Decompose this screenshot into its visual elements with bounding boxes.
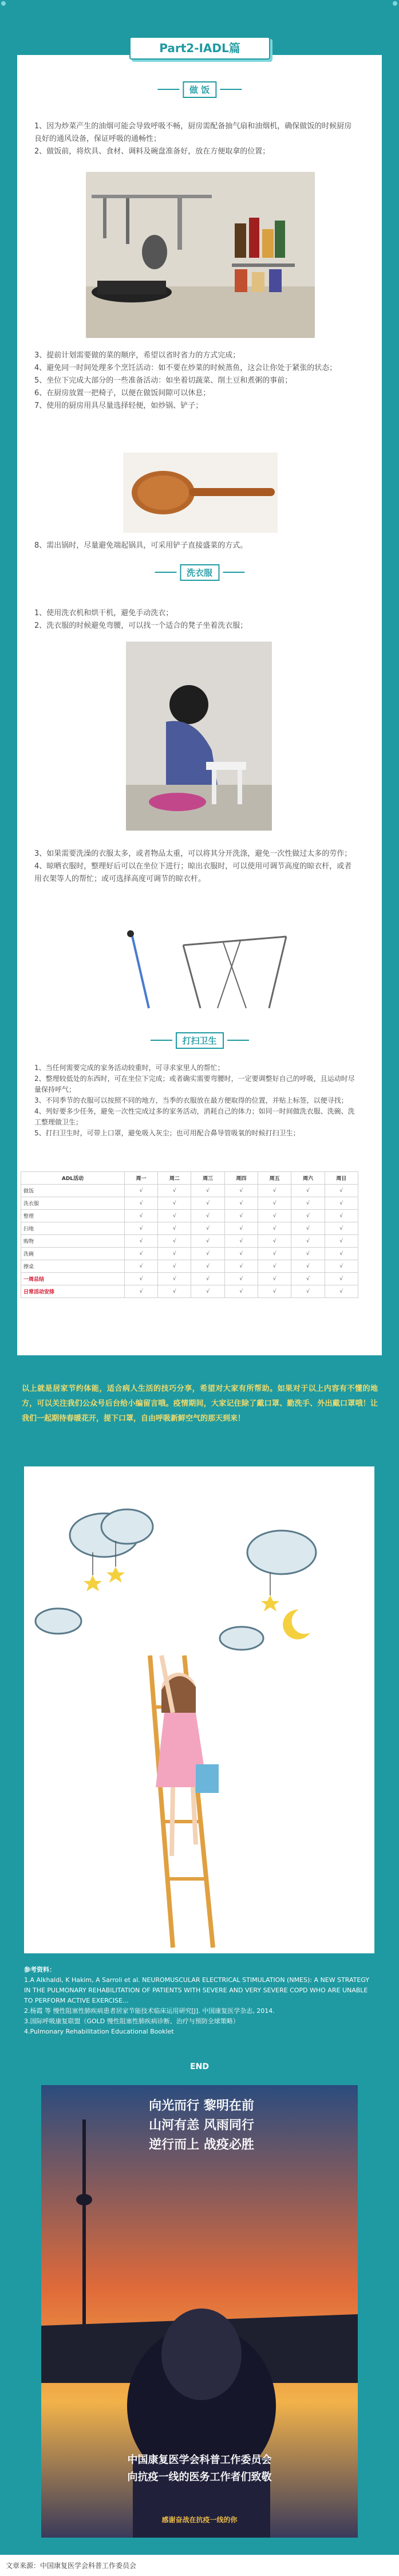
adl-row-label: 洗碗 xyxy=(21,1248,125,1260)
adl-cell: √ xyxy=(158,1210,191,1222)
adl-cell: √ xyxy=(158,1260,191,1273)
adl-cell: √ xyxy=(325,1248,358,1260)
laundry-item-3: 3、如果需要洗澡的衣服太多，或者物品太重，可以将其分开洗涤，避免一次性做过太多的劳作； xyxy=(34,850,352,858)
table-row xyxy=(21,1235,358,1248)
cleaning-item-2: 2、整理较低处的东西时，可在坐位下完成；或者确实需要弯腰时，一定要调整好自己的呼吸，且运动时尽量保持呼气； xyxy=(34,1075,355,1094)
adl-cell: √ xyxy=(291,1185,325,1197)
section-heading-cleaning xyxy=(150,1032,248,1048)
adl-cell: √ xyxy=(258,1260,291,1273)
cooking-text-1 xyxy=(34,120,355,158)
adl-cell: √ xyxy=(258,1285,291,1298)
adl-column-header: 周六 xyxy=(291,1172,325,1185)
adl-cell: √ xyxy=(224,1285,258,1298)
adl-cell: √ xyxy=(291,1197,325,1210)
adl-cell: √ xyxy=(158,1235,191,1248)
spatula-photo xyxy=(123,453,278,533)
reference-item-4: 4.Pulmonary Rehabilitation Educational Booklet xyxy=(24,2028,174,2035)
adl-column-header: 周三 xyxy=(191,1172,224,1185)
adl-cell: √ xyxy=(224,1235,258,1248)
adl-cell: √ xyxy=(224,1260,258,1273)
washing-photo xyxy=(126,642,272,831)
cleaning-item-5: 5、打扫卫生时，可带上口罩，避免吸入灰尘；也可用配合鼻导管吸氧的时候打扫卫生； xyxy=(34,1129,300,1137)
poster-slogan-line-3: 逆行而上 战疫必胜 xyxy=(149,2138,254,2152)
adl-column-header: 周二 xyxy=(158,1172,191,1185)
adl-cell: √ xyxy=(291,1285,325,1298)
adl-table-header xyxy=(21,1172,358,1185)
ladder-illustration xyxy=(24,1466,374,1953)
adl-schedule-table xyxy=(21,1171,358,1298)
drying-rack-illustration xyxy=(97,928,303,1014)
adl-cell: √ xyxy=(258,1185,291,1197)
adl-cell: √ xyxy=(191,1260,224,1273)
adl-cell: √ xyxy=(258,1248,291,1260)
poster-image xyxy=(41,2085,358,2538)
table-row xyxy=(21,1285,358,1298)
poster-org-line-1: 中国康复医学会科普工作委员会 xyxy=(127,2454,272,2466)
table-row xyxy=(21,1222,358,1235)
adl-row-label: 一周总结 xyxy=(21,1273,125,1285)
references-label: 参考资料： xyxy=(24,1966,56,1973)
adl-cell: √ xyxy=(291,1248,325,1260)
drying-rack-photo xyxy=(97,928,303,1014)
adl-cell: √ xyxy=(124,1273,157,1285)
cleaning-item-3: 3、不同季节的衣服可以按照不同的地方，当季的衣服放在最方便取得的位置，并贴上标签，以便寻找； xyxy=(34,1096,348,1104)
adl-cell: √ xyxy=(325,1210,358,1222)
adl-cell: √ xyxy=(325,1222,358,1235)
adl-cell: √ xyxy=(291,1210,325,1222)
adl-cell: √ xyxy=(158,1285,191,1298)
page-title: Part2-IADL篇 xyxy=(129,37,270,60)
adl-cell: √ xyxy=(158,1185,191,1197)
article-source: 文章来源：中国康复医学会科普工作委员会 xyxy=(6,2562,137,2570)
table-row xyxy=(21,1185,358,1197)
adl-cell: √ xyxy=(291,1273,325,1285)
adl-cell: √ xyxy=(291,1235,325,1248)
laundry-text-2 xyxy=(34,848,355,886)
cooking-heading: 做 饭 xyxy=(183,81,216,98)
header-decoration xyxy=(0,0,399,34)
table-row xyxy=(21,1260,358,1273)
adl-cell: √ xyxy=(191,1273,224,1285)
cleaning-item-1: 1、当任何需要完成的家务活动较重时，可寻求家里人的帮忙； xyxy=(34,1064,224,1072)
adl-column-header: 周四 xyxy=(224,1172,258,1185)
adl-cell: √ xyxy=(191,1210,224,1222)
adl-cell: √ xyxy=(291,1260,325,1273)
kitchen-illustration xyxy=(86,172,315,338)
adl-cell: √ xyxy=(191,1248,224,1260)
adl-cell: √ xyxy=(325,1273,358,1285)
reference-item-2: 2.杨霞 等 慢性阻塞性肺疾病患者居家节能技术临床运用研究[J]. 中国康复医学杂志, 2014. xyxy=(24,2007,275,2015)
adl-cell: √ xyxy=(124,1197,157,1210)
adl-cell: √ xyxy=(191,1197,224,1210)
cleaning-heading: 打扫卫生 xyxy=(175,1032,223,1049)
adl-cell: √ xyxy=(124,1235,157,1248)
laundry-item-4: 4、晾晒衣服时，整理好后可以在坐位下进行；晾出衣服时，可以使用可调节高度的晾衣杆，或者用衣架等人的帮忙；或可选择高度可调节的晾衣杆。 xyxy=(34,862,352,883)
laundry-text-1 xyxy=(34,607,355,632)
adl-cell: √ xyxy=(191,1235,224,1248)
cooking-text-3 xyxy=(34,540,355,552)
reference-item-3: 3.国际呼吸康复联盟（GOLD 慢性阻塞性肺疾病诊断、治疗与预防全球策略） xyxy=(24,2017,239,2025)
poster-org-text xyxy=(41,2452,358,2486)
adl-cell: √ xyxy=(258,1222,291,1235)
adl-row-label: 洗衣服 xyxy=(21,1197,125,1210)
adl-row-label: 整理 xyxy=(21,1210,125,1222)
cooking-item-7: 7、使用的厨房用具尽量选择轻便，如炒锅、铲子； xyxy=(34,402,203,410)
adl-cell: √ xyxy=(224,1210,258,1222)
poster-slogan-line-1: 向光而行 黎明在前 xyxy=(149,2099,254,2113)
cooking-item-4: 4、避免同一时间处理多个烹饪活动：如不要在炒菜的时候蒸鱼，这会让你处于紧张的状态； xyxy=(34,364,337,372)
adl-row-label: 购物 xyxy=(21,1235,125,1248)
adl-cell: √ xyxy=(191,1222,224,1235)
cleaning-item-4: 4、列好要多少任务，避免一次性完成过多的家务活动，消耗自己的体力；如同一时间做洗衣服、洗碗、洗工整理做卫生； xyxy=(34,1107,355,1126)
table-row xyxy=(21,1273,358,1285)
adl-cell: √ xyxy=(258,1197,291,1210)
adl-cell: √ xyxy=(224,1197,258,1210)
cooking-item-1: 1、因为炒菜产生的油烟可能会导致呼吸不畅，厨房需配备抽气扇和油烟机，确保做饭的时候厨房良好的通风设备，保证呼吸的通畅性； xyxy=(34,122,352,143)
adl-column-header: ADL活动 xyxy=(21,1172,125,1185)
cooking-text-2 xyxy=(34,349,355,412)
table-row xyxy=(21,1248,358,1260)
cooking-item-3: 3、提前计划需要做的菜的顺序，希望以省时省力的方式完成； xyxy=(34,351,240,360)
adl-row-label: 日常活动安排 xyxy=(21,1285,125,1298)
adl-cell: √ xyxy=(224,1248,258,1260)
laundry-item-2: 2、洗衣服的时候避免弯腰，可以找一个适合的凳子坐着洗衣服； xyxy=(34,622,248,630)
spatula-illustration xyxy=(123,453,278,533)
table-row xyxy=(21,1197,358,1210)
cleaning-text xyxy=(34,1063,355,1139)
intro-text: 以上就是居家节约体能，适合病人生活的技巧分享，希望对大家有所帮助。如果对于以上内容有不懂的地方，可以关注我们公众号后台给小编留言哦。疫情期间，大家记住除了戴口罩、勤洗手、外出戴口罩哦！让我们一起期待春暖花开，提下口罩，自由呼吸新鲜空气的那天到来！ xyxy=(22,1385,378,1423)
adl-cell: √ xyxy=(224,1273,258,1285)
adl-cell: √ xyxy=(158,1197,191,1210)
adl-cell: √ xyxy=(258,1235,291,1248)
adl-cell: √ xyxy=(124,1185,157,1197)
adl-cell: √ xyxy=(325,1285,358,1298)
adl-cell: √ xyxy=(258,1273,291,1285)
adl-row-label: 擦桌 xyxy=(21,1260,125,1273)
adl-cell: √ xyxy=(124,1248,157,1260)
adl-cell: √ xyxy=(291,1222,325,1235)
adl-column-header: 周日 xyxy=(325,1172,358,1185)
poster-slogan-line-2: 山河有恙 风雨同行 xyxy=(149,2118,254,2133)
table-row xyxy=(21,1210,358,1222)
references-section xyxy=(24,1965,374,2037)
adl-cell: √ xyxy=(325,1197,358,1210)
adl-cell: √ xyxy=(224,1222,258,1235)
adl-cell: √ xyxy=(158,1273,191,1285)
adl-column-header: 周五 xyxy=(258,1172,291,1185)
adl-cell: √ xyxy=(258,1210,291,1222)
adl-cell: √ xyxy=(124,1260,157,1273)
poster-org-line-2: 向抗疫一线的医务工作者们致敬 xyxy=(127,2471,272,2483)
kitchen-photo xyxy=(86,172,315,338)
laundry-item-1: 1、使用洗衣机和烘干机，避免手动洗衣； xyxy=(34,609,173,618)
washing-illustration xyxy=(126,642,272,831)
adl-cell: √ xyxy=(158,1248,191,1260)
adl-cell: √ xyxy=(325,1185,358,1197)
adl-cell: √ xyxy=(124,1222,157,1235)
girl-on-ladder-drawing xyxy=(24,1466,374,1953)
poster-caption: 感谢奋战在抗疫一线的你 xyxy=(161,2516,238,2524)
cooking-item-5: 5、坐位下完成大部分的一些准备活动：如坐着切蔬菜、削土豆和煮粥的事前； xyxy=(34,376,293,385)
adl-cell: √ xyxy=(124,1285,157,1298)
adl-cell: √ xyxy=(124,1210,157,1222)
poster-slogan xyxy=(104,2097,299,2155)
section-heading-laundry xyxy=(155,564,244,580)
cooking-item-6: 6、在厨房放置一把椅子，以便在做饭间隙可以休息； xyxy=(34,389,211,398)
adl-cell: √ xyxy=(325,1235,358,1248)
cooking-item-8: 8、需出锅时，尽量避免端起锅具，可采用铲子直接盛菜的方式。 xyxy=(34,541,248,550)
adl-column-header: 周一 xyxy=(124,1172,157,1185)
adl-cell: √ xyxy=(158,1222,191,1235)
cooking-item-2: 2、做饭前，将炊具、食材、调料及碗盘准备好，放在方便取拿的位置； xyxy=(34,147,270,156)
adl-cell: √ xyxy=(224,1185,258,1197)
adl-row-label: 扫地 xyxy=(21,1222,125,1235)
end-label: END xyxy=(190,2062,209,2071)
adl-cell: √ xyxy=(191,1285,224,1298)
section-heading-cooking xyxy=(157,81,242,97)
laundry-heading: 洗衣服 xyxy=(180,564,219,581)
adl-row-label: 做饭 xyxy=(21,1185,125,1197)
adl-cell: √ xyxy=(325,1260,358,1273)
adl-cell: √ xyxy=(191,1185,224,1197)
reference-item-1: 1.A Alkhaldi, K Hakim, A Sarroli et al. NEUROMUSCULAR ELECTRICAL STIMULATION (NMES): A NEW STRATEGY IN THE PULMONARY REHABILITATION OF PATIENTS WITH SEVERE AND VERY SEVERE COPD WHO ARE UNABLE TO PERFORM ACTIVE EXERCISE... xyxy=(24,1976,369,2004)
